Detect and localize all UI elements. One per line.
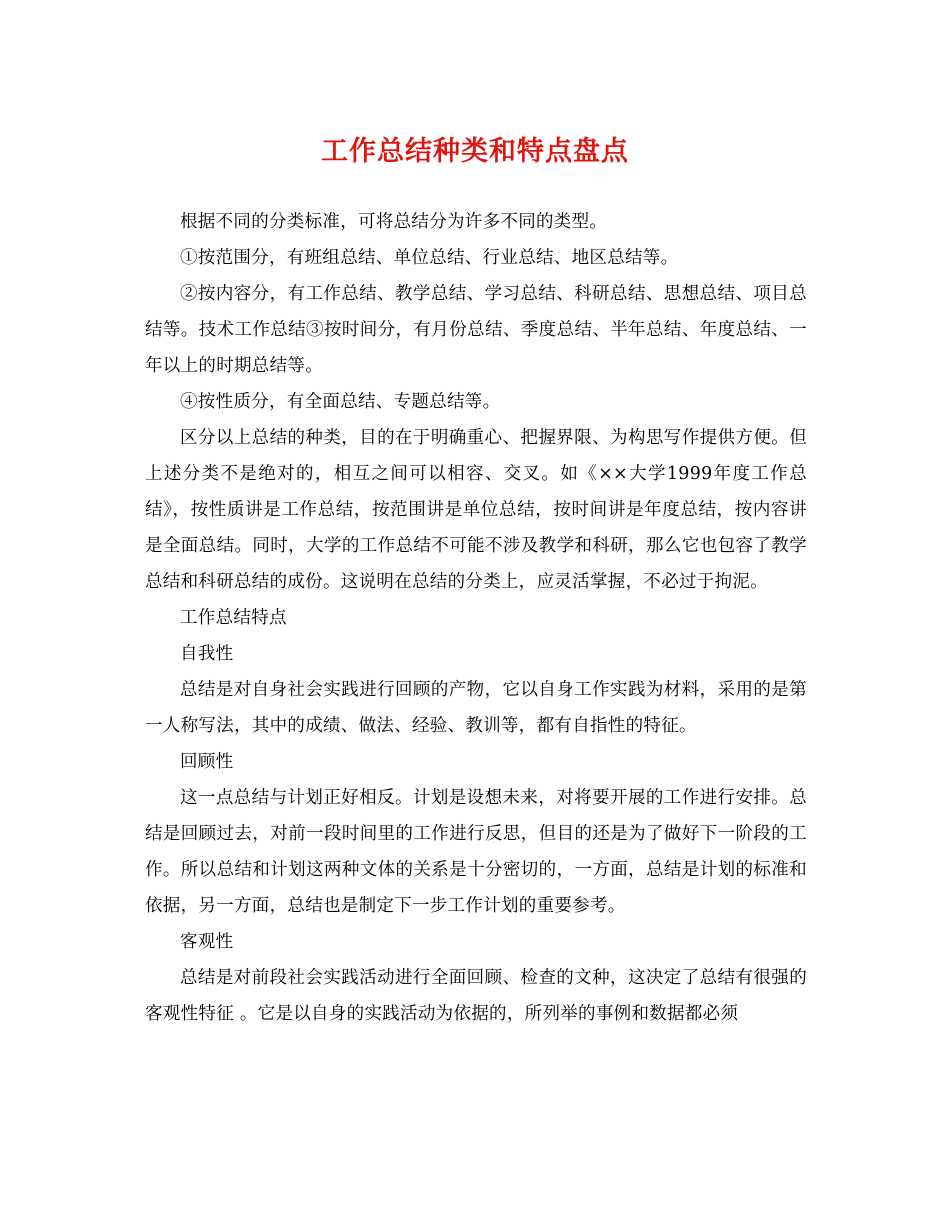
subsection-heading: 回顾性 (180, 752, 234, 772)
subsection-heading: 客观性 (180, 932, 234, 952)
paragraph: 总结是对前段社会实践活动进行全面回顾、检查的文种，这决定了总结有很强的客观性特征 。它是以自身的实践活动为依据的，所列举的事例和数据都必须 (145, 968, 807, 1024)
paragraph: 根据不同的分类标准，可将总结分为许多不同的类型。 (180, 212, 608, 232)
paragraph: ①按范围分，有班组总结、单位总结、行业总结、地区总结等。 (180, 248, 679, 268)
section-heading: 工作总结特点 (180, 608, 287, 628)
subsection-heading: 自我性 (180, 644, 234, 664)
paragraph: 总结是对自身社会实践进行回顾的产物，它以自身工作实践为材料，采用的是第一人称写法，其中的成绩、做法、经验、教训等，都有自指性的特征。 (145, 680, 807, 736)
document-title: 工作总结种类和特点盘点 (321, 136, 629, 167)
paragraph: ④按性质分，有全面总结、专题总结等。 (180, 392, 501, 412)
paragraph: ②按内容分，有工作总结、教学总结、学习总结、科研总结、思想总结、项目总结等。技术工作总结③按时间分，有月份总结、季度总结、半年总结、年度总结、一年以上的时期总结等。 (145, 284, 807, 376)
paragraph: 这一点总结与计划正好相反。计划是设想未来，对将要开展的工作进行安排。总结是回顾过去，对前一段时间里的工作进行反思，但目的还是为了做好下一阶段的工作。所以总结和计划这两种文体的关系是十分密切的，一方面，总结是计划的标准和依据，另一方面，总结也是制定下一步工作计划的重要参考。 (145, 788, 807, 916)
document-body (145, 204, 807, 1032)
paragraph: 区分以上总结的种类，目的在于明确重心、把握界限、为构思写作提供方便。但上述分类不是绝对的，相互之间可以相容、交叉。如《××大学1999年度工作总结》，按性质讲是工作总结，按范围讲是单位总结，按时间讲是年度总结，按内容讲是全面总结。同时，大学的工作总结不可能不涉及教学和科研，那么它也包容了教学总结和科研总结的成份。这说明在总结的分类上，应灵活掌握，不必过于拘泥。 (145, 428, 807, 592)
